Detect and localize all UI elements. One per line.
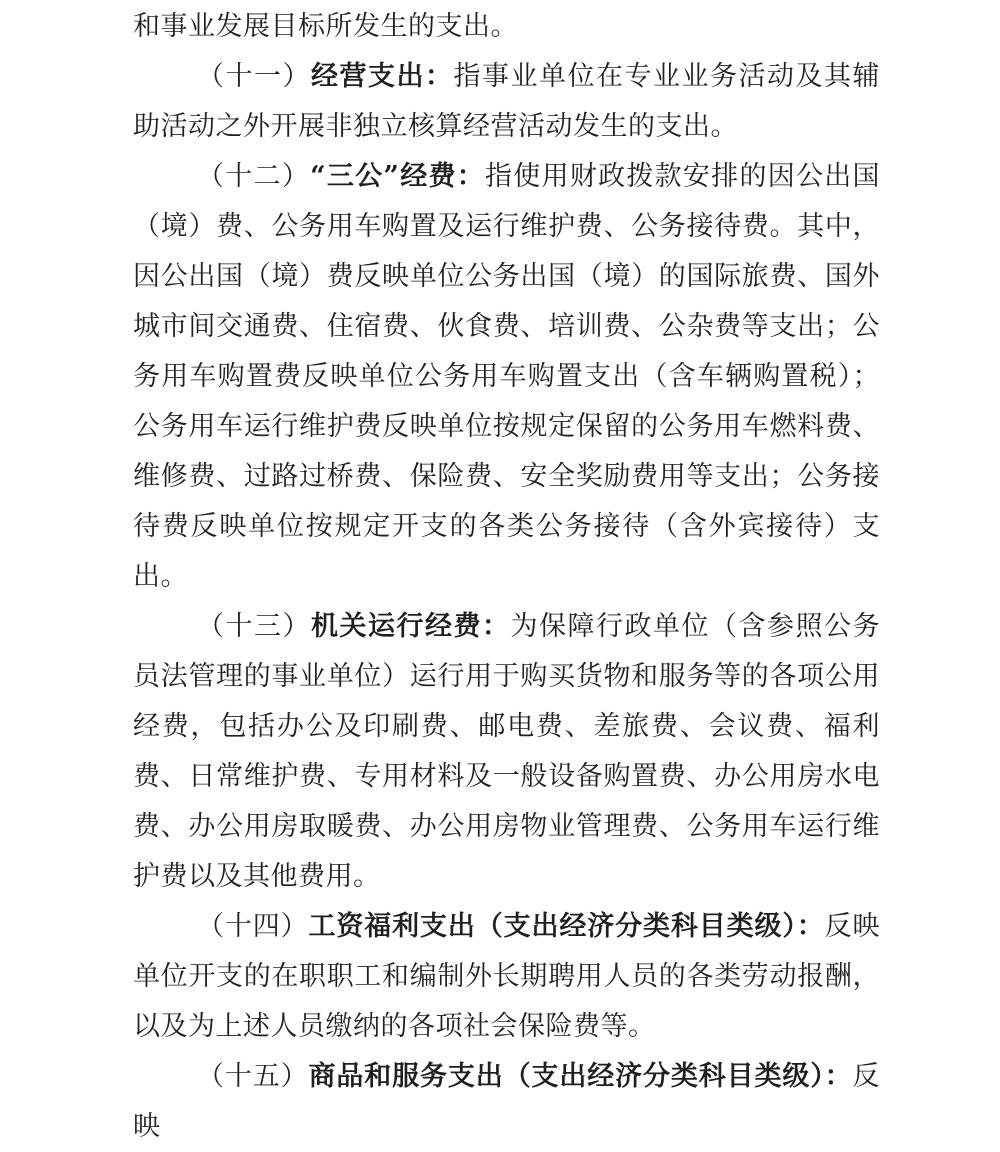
paragraph-item-15 (133, 1052, 880, 1152)
paragraph-item-14 (133, 902, 880, 1052)
paragraph-body-text: 指使用财政拨款安排的因公出国（境）费、公务用车购置及运行维护费、公务接待费。其中，因公出国（境）费反映单位公务出国（境）的国际旅费、国外城市间交通费、住宿费、伙食费、培训费、公杂费等支出；公务用车购置费反映单位公务用车购置支出（含车辆购置税）；公务用车运行维护费反映单位按规定保留的公务用车燃料费、维修费、过路过桥费、保险费、安全奖励费用等支出；公务接待费反映单位按规定开支的各类公务接待（含外宾接待）支出。 (133, 161, 881, 592)
document-text-block (133, 2, 880, 1152)
paragraph-body-text: 反映单位开支的在职职工和编制外长期聘用人员的各类劳动报酬，以及为上述人员缴纳的各项社会保险费等。 (133, 911, 880, 1042)
paragraph-body-text: 指事业单位在专业业务活动及其辅助活动之外开展非独立核算经营活动发生的支出。 (133, 61, 880, 142)
paragraph-body-text: 为保障行政单位（含参照公务员法管理的事业单位）运行用于购买货物和服务等的各项公用经费，包括办公及印刷费、邮电费、差旅费、会议费、福利费、日常维护费、专用材料及一般设备购置费、办公用房水电费、办公用房取暖费、办公用房物业管理费、公务用车运行维护费以及其他费用。 (133, 611, 880, 892)
paragraph-item-13 (133, 602, 880, 902)
paragraph-number: （十四） (197, 911, 309, 942)
paragraph-item-12 (133, 152, 880, 602)
paragraph-body-text: 反映 (133, 1061, 880, 1142)
paragraph-number: （十三） (197, 611, 311, 642)
paragraph-term: 工资福利支出（支出经济分类科目类级）： (308, 911, 825, 942)
paragraph-body-text: 和事业发展目标所发生的支出。 (133, 11, 518, 42)
paragraph-number: （十二） (197, 161, 311, 192)
paragraph-item-11 (133, 52, 880, 152)
paragraph-continuation (133, 2, 880, 52)
paragraph-term: 商品和服务支出（支出经济分类科目类级）： (308, 1061, 853, 1092)
paragraph-number: （十五） (197, 1061, 309, 1092)
paragraph-term: 机关运行经费： (311, 611, 511, 642)
paragraph-number: （十一） (197, 61, 311, 92)
paragraph-term: “三公”经费： (310, 161, 486, 192)
paragraph-term: 经营支出： (311, 61, 454, 92)
